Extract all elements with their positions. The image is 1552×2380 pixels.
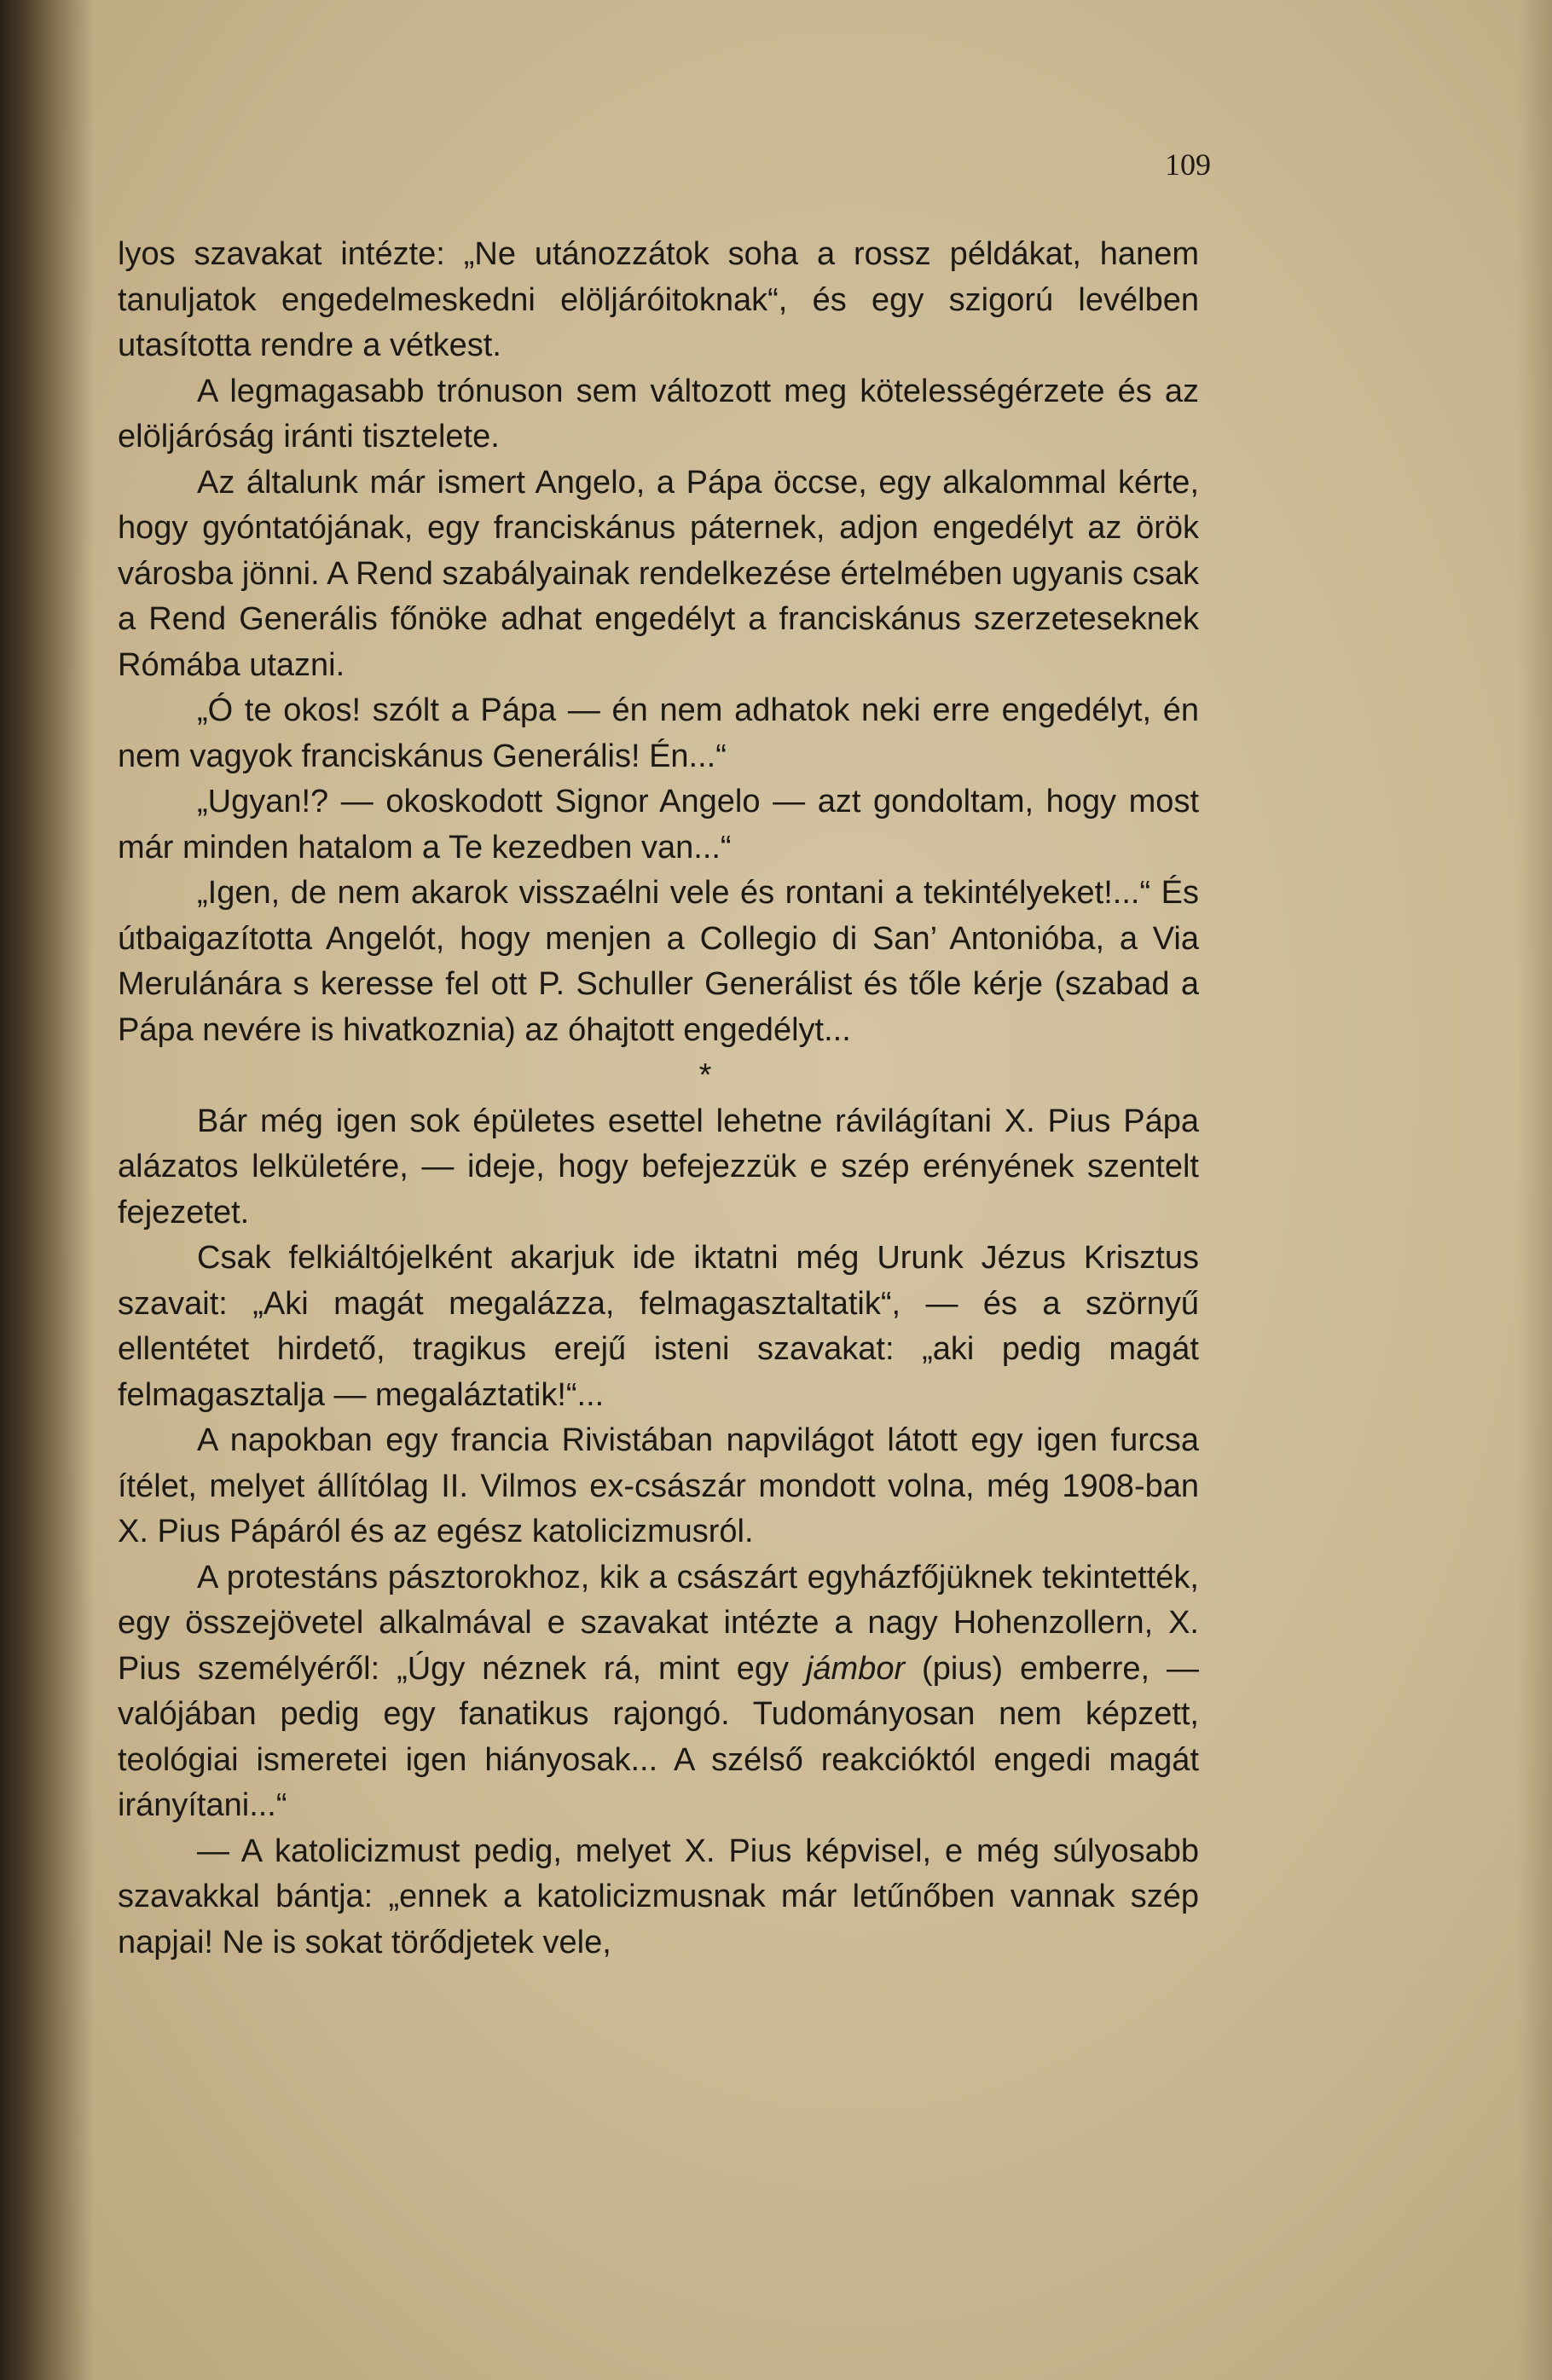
paragraph: lyos szavakat intézte: „Ne utánozzátok soha a rossz példákat, hanem tanuljatok engedelmeskedni elöljáróitoknak“, és egy szigorú levélben utasította rendre a vétkest. (118, 236, 1199, 363)
paragraph: Bár még igen sok épületes esettel lehetne rávilágítani X. Pius Pápa alázatos lelkületére, — ideje, hogy befejezzük e szép erényének szentelt fejezetet. (118, 1103, 1199, 1231)
page-number: 109 (1165, 148, 1211, 182)
text-run: (pius) emberre, — valójában pedig egy fanatikus rajongó. Tudományosan nem képzett, teológiai ismeretei igen hiányosak... A szélső reakcióktól engedi magát irányítani...“ (118, 1650, 1200, 1823)
paragraph: A napokban egy francia Rivistában napvilágot látott egy igen furcsa ítélet, melyet állítólag II. Vilmos ex-császár mondott volna, még 1908-ban X. Pius Pápáról és az egész katolicizmusról. (118, 1422, 1199, 1549)
section-separator: * (698, 1057, 712, 1093)
paragraph: „Igen, de nem akarok visszaélni vele és rontani a tekintélyeket!...“ És útbaigazította Angelót, hogy menjen a Collegio di San’ Antonióba, a Via Merulánára s keresse fel ott P. Schuller Generálist és tőle kérje (szabad a Pápa nevére is hivatkoznia) az óhajtott engedélyt... (118, 875, 1199, 1048)
paragraph: Csak felkiáltójelként akarjuk ide iktatni még Urunk Jézus Krisztus szavait: „Aki magát megalázza, felmagasztaltatik“, — és a szörnyű ellentétet hirdető, tragikus erejű isteni szavakat: „aki pedig magát felmagasztalja — megaláztatik!“... (118, 1240, 1199, 1413)
paragraph: „Ugyan!? — okoskodott Signor Angelo — azt gondoltam, hogy most már minden hatalom a Te kezedben van...“ (118, 784, 1199, 866)
paragraph: — A katolicizmust pedig, melyet X. Pius képvisel, e még súlyosabb szavakkal bántja: „ennek a katolicizmusnak már letűnőben vannak szép napjai! Ne is sokat törődjetek vele, (118, 1833, 1199, 1960)
paragraph: A legmagasabb trónuson sem változott meg kötelességérzete és az elöljáróság iránti tisztelete. (118, 373, 1199, 455)
page-edge-shading (1518, 0, 1552, 2380)
paragraph: Az általunk már ismert Angelo, a Pápa öccse, egy alkalommal kérte, hogy gyóntatójának, egy franciskánus páternek, adjon engedélyt az örök városba jönni. A Rend szabályainak rendelkezése értelmében ugyanis csak a Rend Generális főnöke adhat engedélyt a franciskánus szerzeteseknek Rómába utazni. (118, 464, 1199, 683)
text-run: A protestáns pásztorokhoz, kik a császárt egyházfőjüknek tekintették, egy összejövetel alkalmával e szavakat intézte a nagy Hohenzollern, X. Pius személyéről: „Úgy néznek rá, mint egy (118, 1559, 1199, 1687)
paragraph (118, 1555, 1199, 1829)
paragraph: „Ó te okos! szólt a Pápa — én nem adhatok neki erre engedélyt, én nem vagyok franciskánus Generális! Én...“ (118, 692, 1199, 774)
body-text (118, 232, 1199, 1966)
binding-shadow (0, 0, 94, 2380)
italic-word: jámbor (805, 1650, 906, 1687)
